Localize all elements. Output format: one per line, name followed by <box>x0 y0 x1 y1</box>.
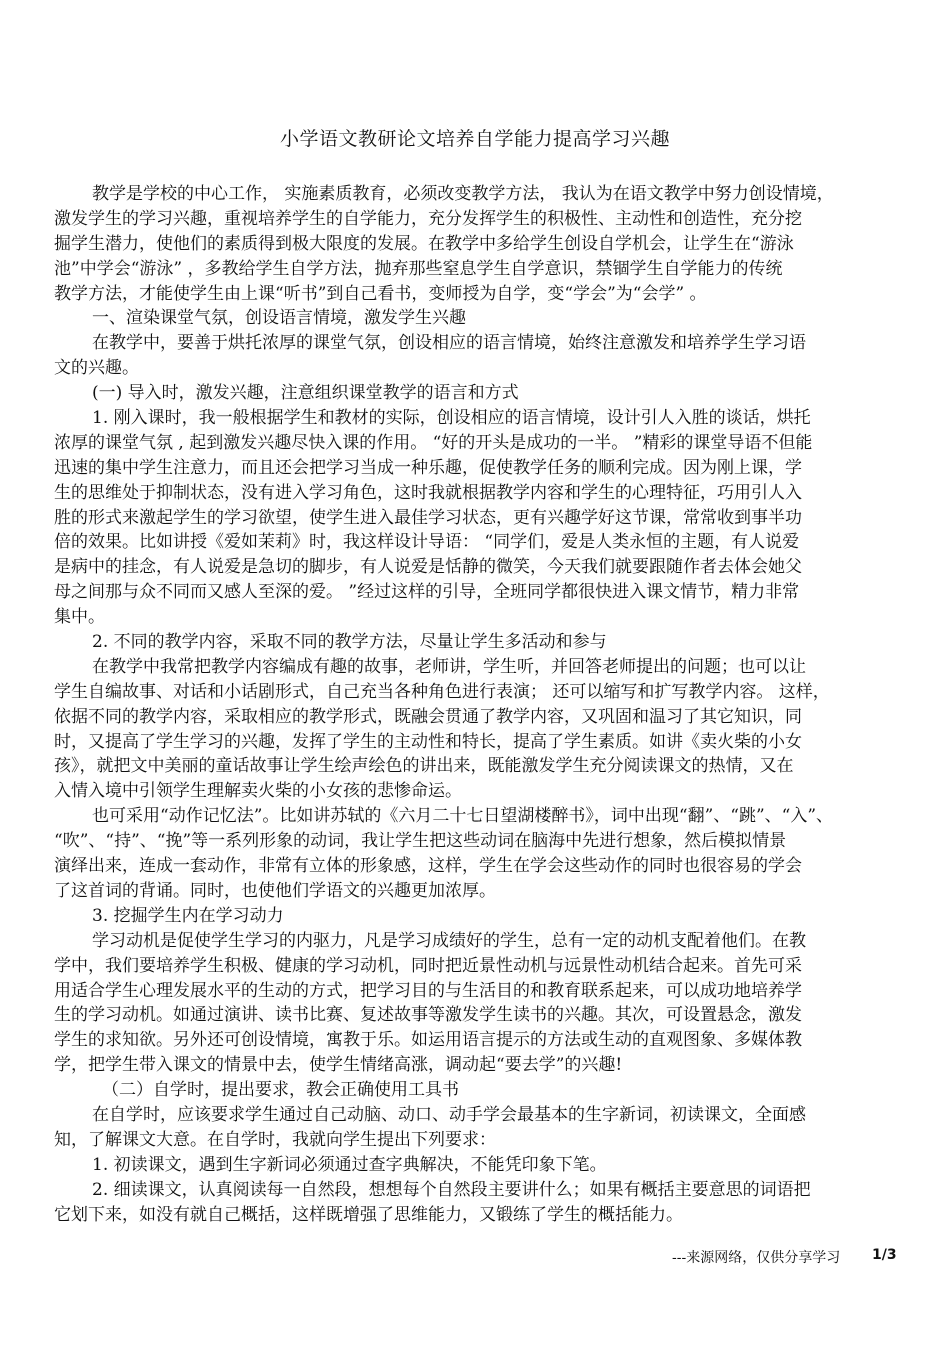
text-line: 教学是学校的中心工作， 实施素质教育，必须改变教学方法， 我认为在语文教学中努力创设情境， <box>92 184 834 204</box>
text-line: 了这首词的背诵。同时，也使他们学语文的兴趣更加浓厚。 <box>54 880 496 901</box>
text-line: 教学方法，才能使学生由上课“听书”到自己看书，变师授为自学，变“学会”为“会学” 。 <box>54 283 707 304</box>
text-line: 文的兴趣。 <box>54 358 139 379</box>
text-line: 掘学生潜力，使他们的素质得到极大限度的发展。在教学中多给学生创设自学机会，让学生在“游泳 <box>54 233 794 254</box>
text-line: 1. 刚入课时，我一般根据学生和教材的实际，创设相应的语言情境，设计引人入胜的谈话，烘托 <box>92 408 811 429</box>
text-line: 孩》，就把文中美丽的童话故事让学生绘声绘色的讲出来，既能激发学生充分阅读课文的热情，又在 <box>54 756 794 777</box>
text-line: 时，又提高了学生学习的兴趣，发挥了学生的主动性和特长，提高了学生素质。如讲《卖火柴的小女 <box>54 731 802 752</box>
text-line: 在教学中，要善于烘托浓厚的课堂气氛，创设相应的语言情境，始终注意激发和培养学生学习语 <box>92 333 806 354</box>
text-line: 用适合学生心理发展水平的生动的方式，把学习目的与生活目的和教育联系起来，可以成功地培养学 <box>54 980 802 1001</box>
text-line: 学，把学生带入课文的情景中去，使学生情绪高涨，调动起“要去学”的兴趣! <box>54 1055 623 1076</box>
text-line: 母之间那与众不同而又感人至深的爱。 ”经过这样的引导，全班同学都很快进入课文情节，精力非常 <box>54 582 800 603</box>
text-line: “吹”、“持”、“挽”等一系列形象的动词，我让学生把这些动词在脑海中先进行想象，然后模拟情景 <box>54 831 787 852</box>
document-body <box>54 182 904 1227</box>
text-line: 3. 挖掘学生内在学习动力 <box>92 905 284 926</box>
text-line: 胜的形式来激起学生的学习欲望，使学生进入最佳学习状态，更有兴趣学好这节课，常常收到事半功 <box>54 507 802 528</box>
text-line: 迅速的集中学生注意力，而且还会把学习当成一种乐趣，促使教学任务的顺利完成。因为刚上课，学 <box>54 457 802 478</box>
text-line: 倍的效果。比如讲授《爱如茉莉》时，我这样设计导语： “同学们，爱是人类永恒的主题，有人说爱 <box>54 532 800 553</box>
text-line: 在自学时，应该要求学生通过自己动脑、动口、动手学会最基本的生字新词，初读课文，全面感 <box>92 1104 806 1125</box>
footer-source: ---来源网络，仅供分享学习 <box>672 1250 841 1266</box>
text-line: 生的思维处于抑制状态，没有进入学习角色，这时我就根据教学内容和学生的心理特征，巧用引人入 <box>54 482 802 503</box>
text-line: 池”中学会“游泳” ，多教给学生自学方法，抛弃那些窒息学生自学意识，禁锢学生自学能力的传统 <box>54 258 783 279</box>
text-line: 也可采用“动作记忆法”。比如讲苏轼的《六月二十七日望湖楼醉书》，词中出现“翻”、“跳”、“入”、 <box>92 806 834 827</box>
text-line: 在教学中我常把教学内容编成有趣的故事，老师讲，学生听，并回答老师提出的问题；也可以让 <box>92 656 806 677</box>
document-title: 小学语文教研论文培养自学能力提高学习兴趣 <box>279 128 670 150</box>
text-line: 依据不同的教学内容，采取相应的教学形式，既融会贯通了教学内容，又巩固和温习了其它知识，同 <box>54 706 802 727</box>
text-line: 学习动机是促使学生学习的内驱力，凡是学习成绩好的学生，总有一定的动机支配着他们。在教 <box>92 930 806 951</box>
page-number: 1/3 <box>872 1247 897 1263</box>
text-line: （二）自学时，提出要求，教会正确使用工具书 <box>102 1080 459 1101</box>
text-line: 集中。 <box>54 607 105 628</box>
text-line: 学生自编故事、对话和小话剧形式，自己充当各种角色进行表演； 还可以缩写和扩写教学内容。 这样， <box>54 681 830 702</box>
text-line: 是病中的挂念，有人说爱是急切的脚步，有人说爱是恬静的微笑，今天我们就要跟随作者去体会她父 <box>54 557 802 578</box>
text-line: 学中，我们要培养学生积极、健康的学习动机，同时把近景性动机与远景性动机结合起来。首先可采 <box>54 955 802 976</box>
text-line: 一、渲染课堂气氛，创设语言情境，激发学生兴趣 <box>92 308 466 329</box>
text-line: 1. 初读课文，遇到生字新词必须通过查字典解决，不能凭印象下笔。 <box>92 1154 607 1175</box>
page-footer <box>0 1247 950 1271</box>
text-line: 生的学习动机。如通过演讲、读书比赛、复述故事等激发学生读书的兴趣。其次，可设置悬念，激发 <box>54 1005 802 1026</box>
text-line: 激发学生的学习兴趣，重视培养学生的自学能力，充分发挥学生的积极性、主动性和创造性，充分挖 <box>54 208 802 229</box>
text-line: 它划下来，如没有就自己概括，这样既增强了思维能力，又锻练了学生的概括能力。 <box>54 1204 683 1225</box>
text-line: 2. 细读课文，认真阅读每一自然段，想想每个自然段主要讲什么；如果有概括主要意思的词语把 <box>92 1179 811 1200</box>
text-line: 学生的求知欲。另外还可创设情境，寓教于乐。如运用语言提示的方法或生动的直观图象、多媒体教 <box>54 1030 802 1051</box>
text-line: 演绎出来，连成一套动作，非常有立体的形象感，这样，学生在学会这些动作的同时也很容易的学会 <box>54 856 802 877</box>
text-line: (一) 导入时，激发兴趣，注意组织课堂教学的语言和方式 <box>92 383 519 404</box>
text-line: 知，了解课文大意。在自学时，我就向学生提出下列要求： <box>54 1129 496 1150</box>
text-line: 2. 不同的教学内容，采取不同的教学方法，尽量让学生多活动和参与 <box>92 632 607 653</box>
text-line: 入情入境中引领学生理解卖火柴的小女孩的悲惨命运。 <box>54 781 462 802</box>
text-line: 浓厚的课堂气氛 , 起到激发兴趣尽快入课的作用。 “好的开头是成功的一半。 ”精彩的课堂导语不但能 <box>54 432 813 453</box>
